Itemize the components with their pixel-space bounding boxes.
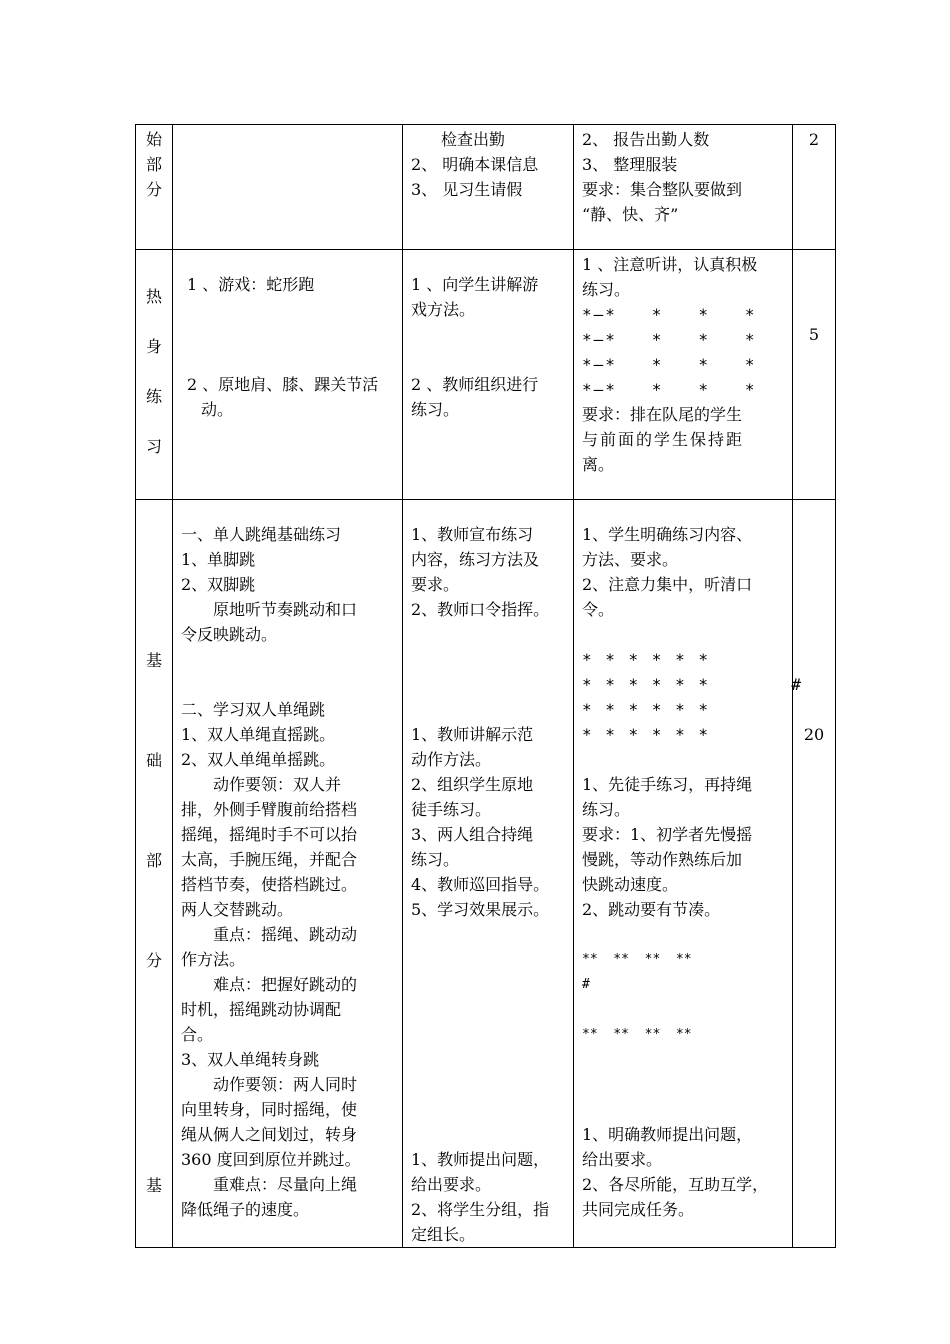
text-line: 3、双人单绳转身跳 [181, 1050, 320, 1069]
section-char: 分 [145, 951, 162, 970]
text-line: 检查出勤 [441, 130, 506, 149]
section-label-warmup [136, 250, 173, 500]
pair-formation-line: ** ** ** ** [582, 1027, 692, 1042]
teacher-cell-warmup [403, 250, 574, 500]
text-line: 2、跳动要有节凑。 [582, 900, 721, 919]
text-line: 2、将学生分组，指 [411, 1200, 550, 1219]
table-row-basic [136, 500, 836, 1248]
formation-line: * * * * * * # [582, 675, 804, 694]
text-line: 动作要领：两人同时 [213, 1075, 358, 1094]
formation-line: *—* * * * [582, 380, 757, 399]
pair-formation-line: ** ** ** ** [582, 952, 692, 967]
text-line: 搭档节奏，使搭档跳过。 [181, 875, 358, 894]
text-line: 徒手练习。 [411, 800, 492, 819]
text-line: 排，外侧手臂腹前给搭档 [181, 800, 358, 819]
formation-line: *—* * * * [582, 355, 757, 374]
text-line: 合。 [181, 1025, 214, 1044]
section-char: 始 [145, 130, 162, 149]
text-line: 定组长。 [411, 1225, 476, 1244]
section-char: 础 [145, 751, 162, 770]
text-line: 1、教师宣布练习 [411, 525, 534, 544]
text-line: 戏方法。 [411, 300, 476, 319]
time-value: 20 [803, 725, 825, 744]
formation-line: *—* * * * [582, 330, 757, 349]
text-line: 两人交替跳动。 [181, 900, 294, 919]
content-cell-basic [173, 500, 403, 1248]
time-value: 2 [808, 130, 820, 149]
section-label-basic [136, 500, 173, 1248]
text-line: 要求：1、初学者先慢摇 [582, 825, 753, 844]
content-cell-warmup [173, 250, 403, 500]
text-line: 令。 [582, 600, 615, 619]
section-char: 基 [145, 651, 162, 670]
text-line: 重点：摇绳、跳动动 [213, 925, 358, 944]
text-line: 共同完成任务。 [582, 1200, 695, 1219]
text-line: 练习。 [582, 280, 631, 299]
section-char: 部 [145, 155, 162, 174]
section-label-start [136, 125, 173, 250]
text-line: 1、明确教师提出问题， [582, 1125, 753, 1144]
text-line: 1、教师提出问题， [411, 1150, 550, 1169]
text-line: 方法、要求。 [582, 550, 679, 569]
text-line: 1、教师讲解示范 [411, 725, 534, 744]
text-line: 离。 [582, 455, 615, 474]
section-char: 练 [145, 387, 162, 406]
text-line: 2、 报告出勤人数 [582, 130, 710, 149]
student-cell-start [574, 125, 793, 250]
text-line: 动作方法。 [411, 750, 492, 769]
content-cell-start [173, 125, 403, 250]
formation-line: * * * * * * [582, 650, 710, 669]
text-line: 绳从俩人之间划过，转身 [181, 1125, 358, 1144]
text-line: 动作要领：双人并 [213, 775, 342, 794]
text-line: 1、双人单绳直摇跳。 [181, 725, 336, 744]
lesson-plan-table [135, 124, 836, 1248]
text-line: 令反映跳动。 [181, 625, 278, 644]
text-line: 练习。 [411, 400, 460, 419]
text-line: 2、注意力集中，听清口 [582, 575, 753, 594]
text-line: 360 度回到原位并跳过。 [181, 1150, 361, 1169]
text-line: 要求：排在队尾的学生 [582, 405, 743, 424]
section-char: 习 [145, 437, 162, 456]
formation-line: *—* * * * [582, 305, 757, 324]
text-line: 难点：把握好跳动的 [213, 975, 358, 994]
text-line: 一、单人跳绳基础练习 [181, 525, 342, 544]
table-row-start [136, 125, 836, 250]
text-line: 要求。 [411, 575, 460, 594]
text-line: 2、教师口令指挥。 [411, 600, 550, 619]
text-line: 1 、注意听讲，认真积极 [582, 255, 758, 274]
time-cell-start [793, 125, 836, 250]
time-value: 5 [808, 325, 820, 344]
text-line: 2、 明确本课信息 [411, 155, 539, 174]
text-line: 内容，练习方法及 [411, 550, 540, 569]
text-line: 1 、游戏：蛇形跑 [187, 275, 315, 294]
text-line: 2、双脚跳 [181, 575, 256, 594]
text-line: 向里转身，同时摇绳，使 [181, 1100, 358, 1119]
time-cell-basic [793, 500, 836, 1248]
text-line: 降低绳子的速度。 [181, 1200, 310, 1219]
text-line: 2、各尽所能，互助互学， [582, 1175, 769, 1194]
text-line: 2 、教师组织进行 [411, 375, 539, 394]
section-char: 部 [145, 851, 162, 870]
text-line: 动。 [201, 400, 234, 419]
text-line: 练习。 [411, 850, 460, 869]
text-line: 3、两人组合持绳 [411, 825, 534, 844]
text-line: 3、 见习生请假 [411, 180, 523, 199]
text-line: 时机，摇绳跳动协调配 [181, 1000, 342, 1019]
time-cell-warmup [793, 250, 836, 500]
section-char: 热 [145, 287, 162, 306]
text-line: 2 、原地肩、膝、踝关节活 [187, 375, 379, 394]
text-line: 作方法。 [181, 950, 246, 969]
text-line: 1、先徒手练习，再持绳 [582, 775, 753, 794]
text-line: 给出要求。 [411, 1175, 492, 1194]
text-line: 快跳动速度。 [582, 875, 679, 894]
student-cell-basic [574, 500, 804, 1248]
formation-line: * * * * * * [582, 700, 710, 719]
text-line: 二、学习双人单绳跳 [181, 700, 326, 719]
text-line: 给出要求。 [582, 1150, 663, 1169]
text-line: 重难点：尽量向上绳 [213, 1175, 358, 1194]
student-cell-warmup [574, 250, 793, 500]
section-char: 身 [145, 337, 162, 356]
formation-line: * * * * * * [582, 725, 710, 744]
text-line: 2、双人单绳单摇跳。 [181, 750, 336, 769]
text-line: 练习。 [582, 800, 631, 819]
pair-formation-line: # [582, 977, 590, 992]
text-line: 5、学习效果展示。 [411, 900, 550, 919]
text-line: 4、教师巡回指导。 [411, 875, 550, 894]
text-line: 摇绳，摇绳时手不可以抬 [181, 825, 358, 844]
text-line: 2、组织学生原地 [411, 775, 534, 794]
text-line: 原地听节奏跳动和口 [213, 600, 358, 619]
section-char: 分 [145, 180, 162, 199]
text-line: 慢跳，等动作熟练后加 [582, 850, 743, 869]
section-char: 基 [145, 1176, 162, 1195]
text-line: 与前面的学生保持距 [582, 430, 745, 449]
text-line: “静、快、齐” [582, 205, 679, 224]
teacher-cell-start [403, 125, 574, 250]
text-line: 要求：集合整队要做到 [582, 180, 743, 199]
text-line: 1 、向学生讲解游 [411, 275, 539, 294]
teacher-cell-basic [403, 500, 574, 1248]
text-line: 太高，手腕压绳，并配合 [181, 850, 358, 869]
table-row-warmup [136, 250, 836, 500]
text-line: 3、 整理服装 [582, 155, 678, 174]
text-line: 1、学生明确练习内容、 [582, 525, 753, 544]
text-line: 1、单脚跳 [181, 550, 256, 569]
